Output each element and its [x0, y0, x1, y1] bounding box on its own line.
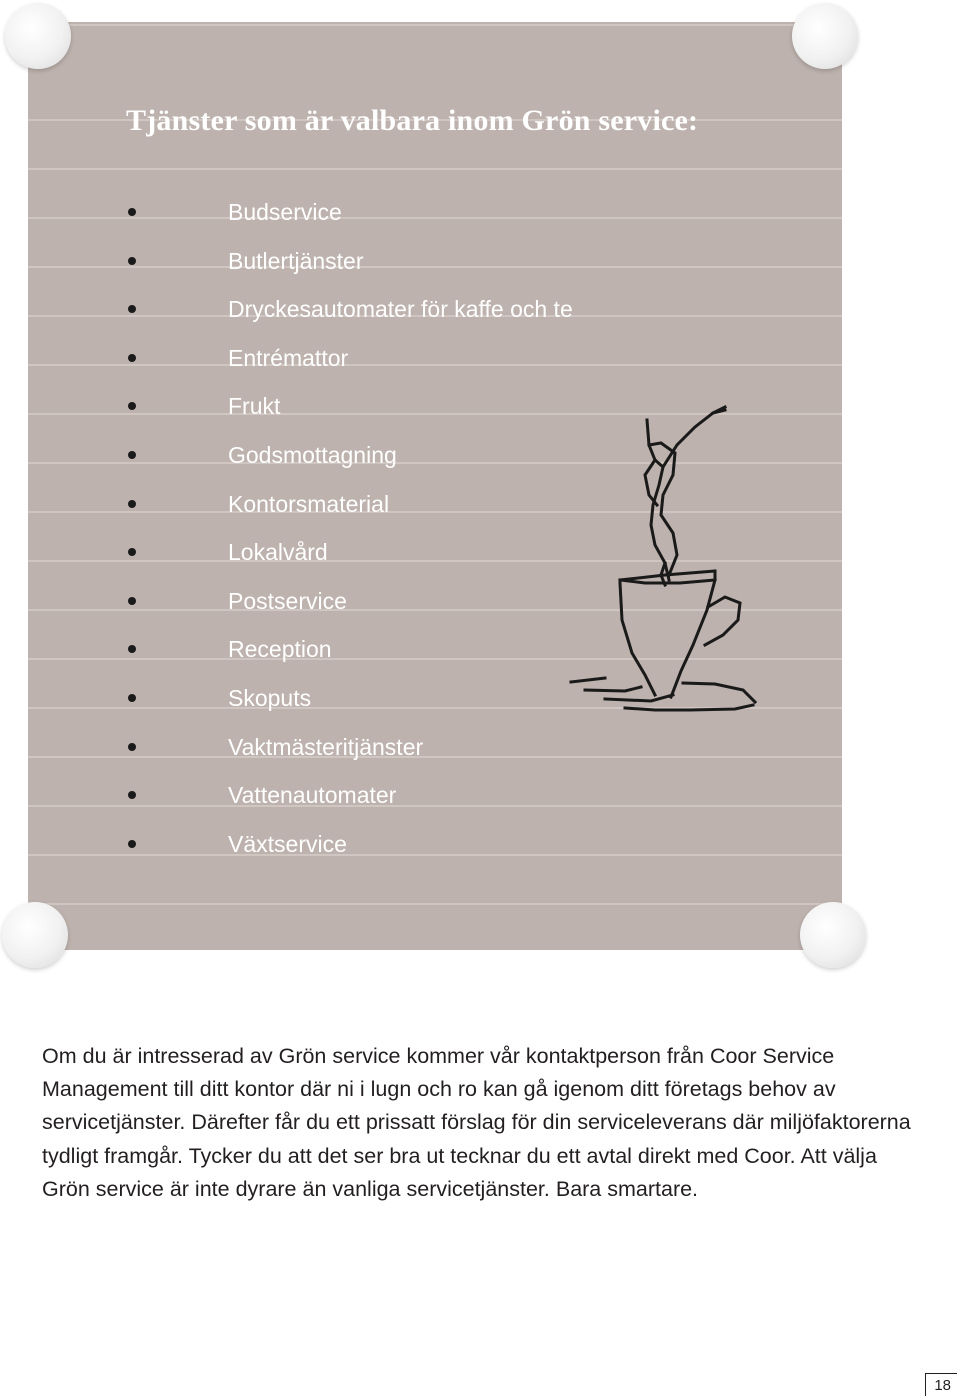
service-item — [128, 771, 573, 820]
service-item — [128, 431, 573, 480]
service-item — [128, 820, 573, 869]
service-item — [128, 528, 573, 577]
bullet-icon — [128, 208, 136, 216]
bullet-icon — [128, 402, 136, 410]
service-label: Butlertjänster — [228, 247, 364, 274]
bullet-icon — [128, 548, 136, 556]
service-label: Kontorsmaterial — [228, 490, 390, 517]
bullet-icon — [128, 694, 136, 702]
services-list — [128, 188, 573, 868]
bullet-icon — [128, 840, 136, 848]
bullet-icon — [128, 500, 136, 508]
service-label: Lokalvård — [228, 539, 328, 566]
service-label: Dryckesautomater för kaffe och te — [228, 296, 573, 323]
service-item — [128, 237, 573, 286]
service-label: Vattenautomater — [228, 782, 397, 809]
service-item — [128, 480, 573, 529]
page-heading: Tjänster som är valbara inom Grön service: — [126, 104, 699, 137]
service-label: Entrémattor — [228, 344, 349, 371]
service-item — [128, 334, 573, 383]
service-label: Godsmottagning — [228, 441, 397, 468]
bullet-icon — [128, 354, 136, 362]
bullet-icon — [128, 305, 136, 313]
bullet-icon — [128, 791, 136, 799]
service-item — [128, 188, 573, 237]
pushpin-icon — [792, 3, 858, 69]
bullet-icon — [128, 257, 136, 265]
bullet-icon — [128, 743, 136, 751]
service-label: Frukt — [228, 393, 281, 420]
service-item — [128, 625, 573, 674]
service-label: Växtservice — [228, 830, 347, 857]
pushpin-icon — [2, 902, 68, 968]
pushpin-icon — [800, 902, 866, 968]
bullet-icon — [128, 597, 136, 605]
bullet-icon — [128, 645, 136, 653]
service-item — [128, 382, 573, 431]
pushpin-icon — [5, 3, 71, 69]
service-item — [128, 577, 573, 626]
service-item — [128, 723, 573, 772]
bullet-icon — [128, 451, 136, 459]
page-number: 18 — [925, 1373, 957, 1396]
service-label: Vaktmästeritjänster — [228, 733, 424, 760]
service-label: Skoputs — [228, 684, 312, 711]
service-label: Postservice — [228, 587, 347, 614]
service-item — [128, 285, 573, 334]
service-item — [128, 674, 573, 723]
body-paragraph: Om du är intresserad av Grön service kommer vår kontaktperson från Coor Service Management till ditt kontor där ni i lugn och ro kan gå igenom ditt företags behov av servicetjänster. Därefter får du ett prissatt förslag för din serviceleverans där miljöfaktorerna tydligt framgår. Tycker du att det ser bra ut tecknar du ett avtal direkt med Coor. Att välja Grön service är inte dyrare än vanliga servicetjänster. Bara smartare. — [42, 1044, 911, 1201]
service-label: Budservice — [228, 199, 342, 225]
coffee-cup-sketch-icon — [565, 405, 765, 725]
service-label: Reception — [228, 636, 332, 663]
